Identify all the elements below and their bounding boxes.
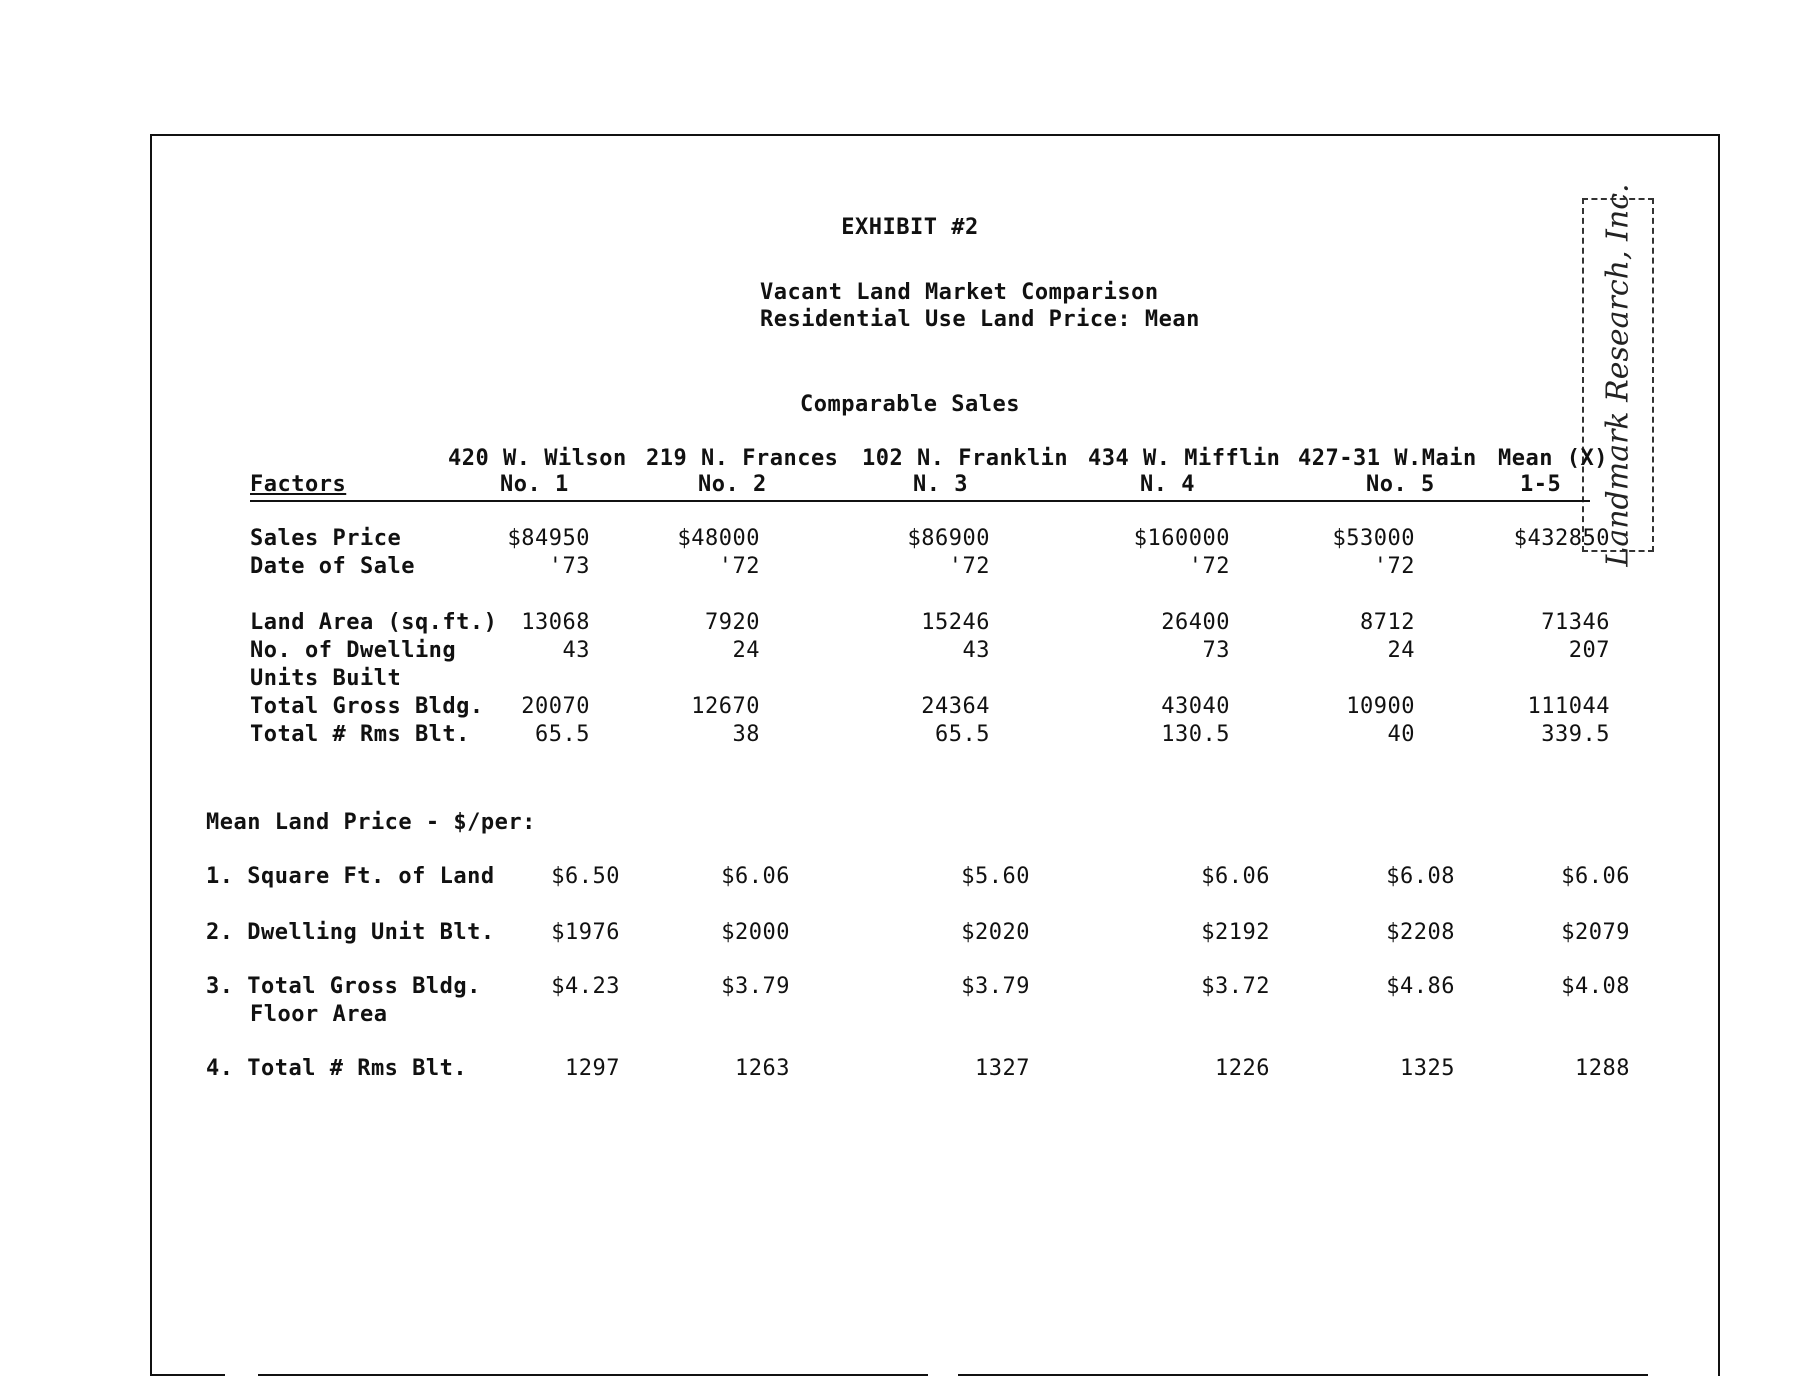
factor-value: 43 xyxy=(562,638,590,663)
header-rule xyxy=(250,500,1590,502)
factor-value: 24 xyxy=(1387,638,1415,663)
mean-item-value: $2208 xyxy=(1386,920,1455,945)
frame-bottom-line-2 xyxy=(258,1374,928,1376)
factor-value: '72 xyxy=(718,554,760,579)
factor-value: 15246 xyxy=(921,610,990,635)
factor-value: 71346 xyxy=(1541,610,1610,635)
factor-value: 24364 xyxy=(921,694,990,719)
mean-item-value: 1226 xyxy=(1215,1056,1270,1081)
factor-label: No. of Dwelling xyxy=(250,638,457,663)
company-stamp xyxy=(1582,183,1654,567)
mean-item-value: $4.08 xyxy=(1561,974,1630,999)
factor-value: $160000 xyxy=(1133,526,1230,551)
factor-value: '72 xyxy=(948,554,990,579)
factor-value: 65.5 xyxy=(935,722,990,747)
mean-item-value: $2020 xyxy=(961,920,1030,945)
factor-value: 130.5 xyxy=(1161,722,1230,747)
stamp-text: Landmark Research, Inc. xyxy=(1600,183,1636,567)
mean-item-value: $2000 xyxy=(721,920,790,945)
factor-value: 12670 xyxy=(691,694,760,719)
factor-value: '73 xyxy=(548,554,590,579)
col-5-number: No. 5 xyxy=(1366,472,1435,497)
subtitle: Comparable Sales xyxy=(800,392,1020,417)
mean-item-value: 1288 xyxy=(1575,1056,1630,1081)
frame-bottom-line-1 xyxy=(150,1374,225,1376)
mean-item-label: 1. Square Ft. of Land xyxy=(206,864,495,889)
mean-heading: Mean Land Price - $/per: xyxy=(206,810,536,835)
mean-item-value: $5.60 xyxy=(961,864,1030,889)
mean-item-value: $6.06 xyxy=(1201,864,1270,889)
factor-value: 38 xyxy=(732,722,760,747)
mean-item-value: $2079 xyxy=(1561,920,1630,945)
mean-item-value: $6.06 xyxy=(1561,864,1630,889)
mean-item-value: $3.72 xyxy=(1201,974,1270,999)
factor-value: 207 xyxy=(1568,638,1610,663)
col-6-number: 1-5 xyxy=(1520,472,1562,497)
col-5-address: 427-31 W.Main xyxy=(1298,446,1477,471)
mean-item-value: 1325 xyxy=(1400,1056,1455,1081)
mean-item-value: $6.06 xyxy=(721,864,790,889)
factor-value: 8712 xyxy=(1360,610,1415,635)
factors-label: Factors xyxy=(250,472,347,497)
col-1-address: 420 W. Wilson xyxy=(448,446,627,471)
factor-value: 73 xyxy=(1202,638,1230,663)
mean-item-label: 2. Dwelling Unit Blt. xyxy=(206,920,495,945)
frame-right-line xyxy=(1718,134,1720,1376)
mean-item-value: $4.86 xyxy=(1386,974,1455,999)
factor-value: $86900 xyxy=(907,526,990,551)
mean-item-value: $4.23 xyxy=(551,974,620,999)
col-1-number: No. 1 xyxy=(500,472,569,497)
factor-value: $48000 xyxy=(677,526,760,551)
factor-value: 43 xyxy=(962,638,990,663)
col-2-address: 219 N. Frances xyxy=(646,446,839,471)
col-3-number: N. 3 xyxy=(913,472,968,497)
factor-value: 43040 xyxy=(1161,694,1230,719)
frame-bottom-line-3 xyxy=(958,1374,1648,1376)
mean-item-value: $3.79 xyxy=(721,974,790,999)
frame-left-line xyxy=(150,134,152,1376)
mean-item-value: 1327 xyxy=(975,1056,1030,1081)
frame-top-line xyxy=(150,134,1720,136)
col-4-address: 434 W. Mifflin xyxy=(1088,446,1281,471)
factor-value: 339.5 xyxy=(1541,722,1610,747)
mean-item-label: 3. Total Gross Bldg. xyxy=(206,974,481,999)
mean-item-value: $3.79 xyxy=(961,974,1030,999)
factor-value: $53000 xyxy=(1332,526,1415,551)
factor-value: 7920 xyxy=(705,610,760,635)
factor-label: Sales Price xyxy=(250,526,402,551)
factor-value: 111044 xyxy=(1527,694,1610,719)
factor-value: '72 xyxy=(1373,554,1415,579)
factor-label: Date of Sale xyxy=(250,554,415,579)
title-line-2: Residential Use Land Price: Mean xyxy=(760,307,1200,332)
title-line-1: Vacant Land Market Comparison xyxy=(760,280,1159,305)
mean-item-value: $2192 xyxy=(1201,920,1270,945)
mean-item-label-2: Floor Area xyxy=(250,1002,388,1027)
factor-label: Land Area (sq.ft.) xyxy=(250,610,498,635)
factor-value: 10900 xyxy=(1346,694,1415,719)
mean-item-value: 1263 xyxy=(735,1056,790,1081)
factor-value: $84950 xyxy=(507,526,590,551)
factor-value: 26400 xyxy=(1161,610,1230,635)
mean-item-label: 4. Total # Rms Blt. xyxy=(206,1056,468,1081)
factor-value: 20070 xyxy=(521,694,590,719)
col-3-address: 102 N. Franklin xyxy=(862,446,1069,471)
factor-value: 24 xyxy=(732,638,760,663)
mean-item-value: $6.08 xyxy=(1386,864,1455,889)
mean-item-value: $6.50 xyxy=(551,864,620,889)
mean-item-value: 1297 xyxy=(565,1056,620,1081)
factor-value: '72 xyxy=(1188,554,1230,579)
factor-value: 13068 xyxy=(521,610,590,635)
factor-label: Units Built xyxy=(250,666,402,691)
factor-value: 65.5 xyxy=(535,722,590,747)
col-6-address: Mean (X) xyxy=(1498,446,1608,471)
col-2-number: No. 2 xyxy=(698,472,767,497)
factor-label: Total # Rms Blt. xyxy=(250,722,470,747)
factor-label: Total Gross Bldg. xyxy=(250,694,484,719)
factor-value: 40 xyxy=(1387,722,1415,747)
exhibit-label: EXHIBIT #2 xyxy=(841,215,979,240)
mean-item-value: $1976 xyxy=(551,920,620,945)
factor-value: $432850 xyxy=(1513,526,1610,551)
col-4-number: N. 4 xyxy=(1140,472,1195,497)
